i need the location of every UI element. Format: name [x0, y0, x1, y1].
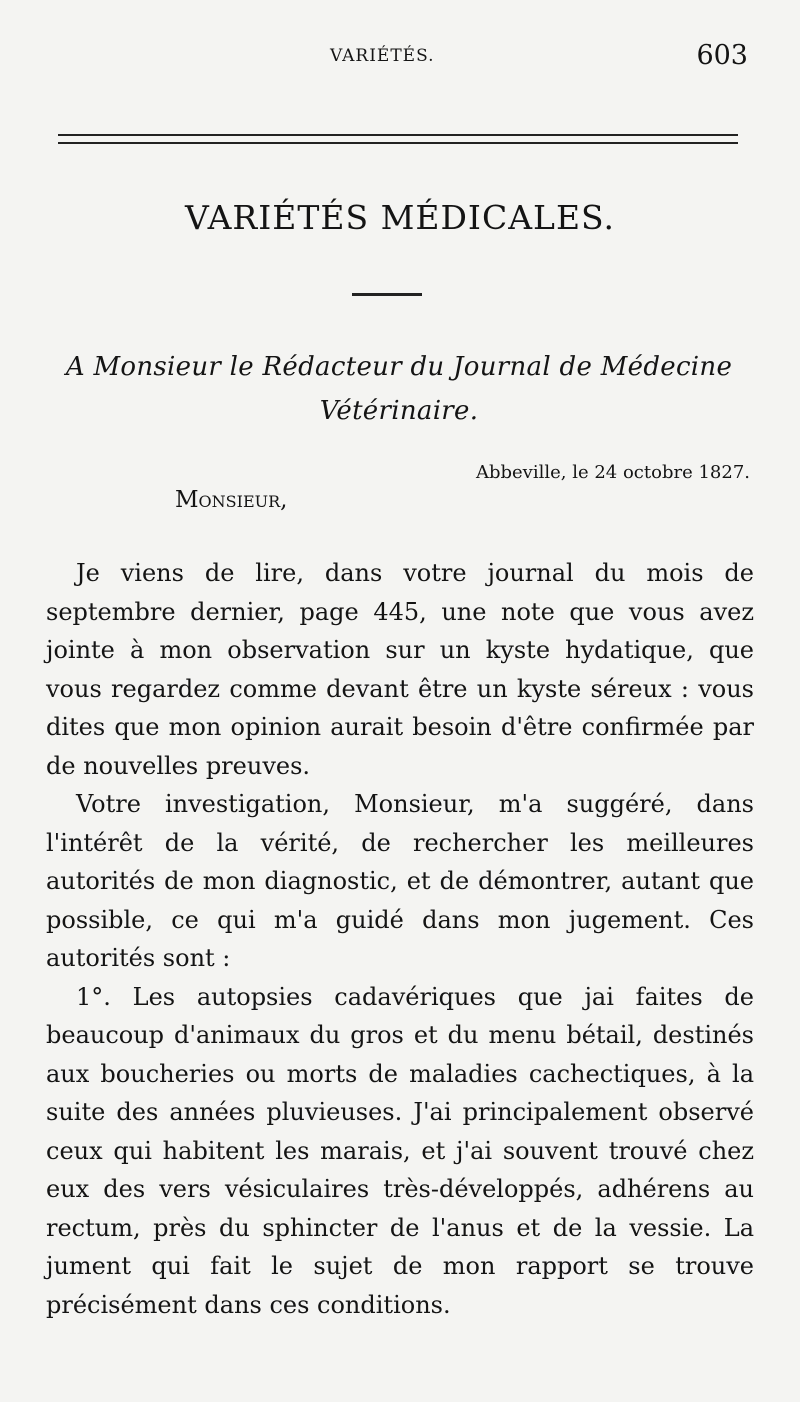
letter-address [44, 345, 754, 433]
page-number: 603 [696, 40, 748, 71]
letter-dateline: Abbeville, le 24 octobre 1827. [475, 462, 750, 483]
body-paragraph-2: Votre investigation, Monsieur, m'a suggéré, dans l'intérêt de la vérité, de rechercher les meilleures autorités de mon diagnostic, et de démontrer, autant que possible, ce qui m'a guidé dans mon jugement. Ces autorités sont : [46, 790, 754, 972]
running-title: VARIÉTÉS. [330, 46, 435, 66]
short-rule-divider [352, 293, 422, 296]
address-line-1: A Monsieur le Rédacteur du Journal de Médecine [65, 352, 733, 382]
double-rule-divider [58, 134, 738, 144]
address-line-2: Vétérinaire. [319, 396, 479, 426]
body-paragraph-1: Je viens de lire, dans votre journal du mois de septembre dernier, page 445, une note que vous avez jointe à mon observation sur un kyste hydatique, que vous regardez comme devant être un kyste séreux : vous dites que mon opinion aurait besoin d'être confirmée par de nouvelles preuves. [46, 559, 754, 780]
letter-body [46, 554, 754, 1324]
body-paragraph-3: 1°. Les autopsies cadavériques que jai faites de beaucoup d'animaux du gros et du menu bétail, destinés aux boucheries ou morts de maladies cachectiques, à la suite des années pluvieuses. J'ai principalement observé ceux qui habitent les marais, et j'ai souvent trouvé chez eux des vers vésiculaires très-développés, adhérens au rectum, près du sphincter de l'anus et de la vessie. La jument qui fait le sujet de mon rapport se trouve précisément dans ces conditions. [46, 982, 754, 1319]
letter-salutation: Monsieur, [175, 487, 288, 513]
section-title: VARIÉTÉS MÉDICALES. [185, 198, 615, 237]
running-head [0, 40, 800, 80]
